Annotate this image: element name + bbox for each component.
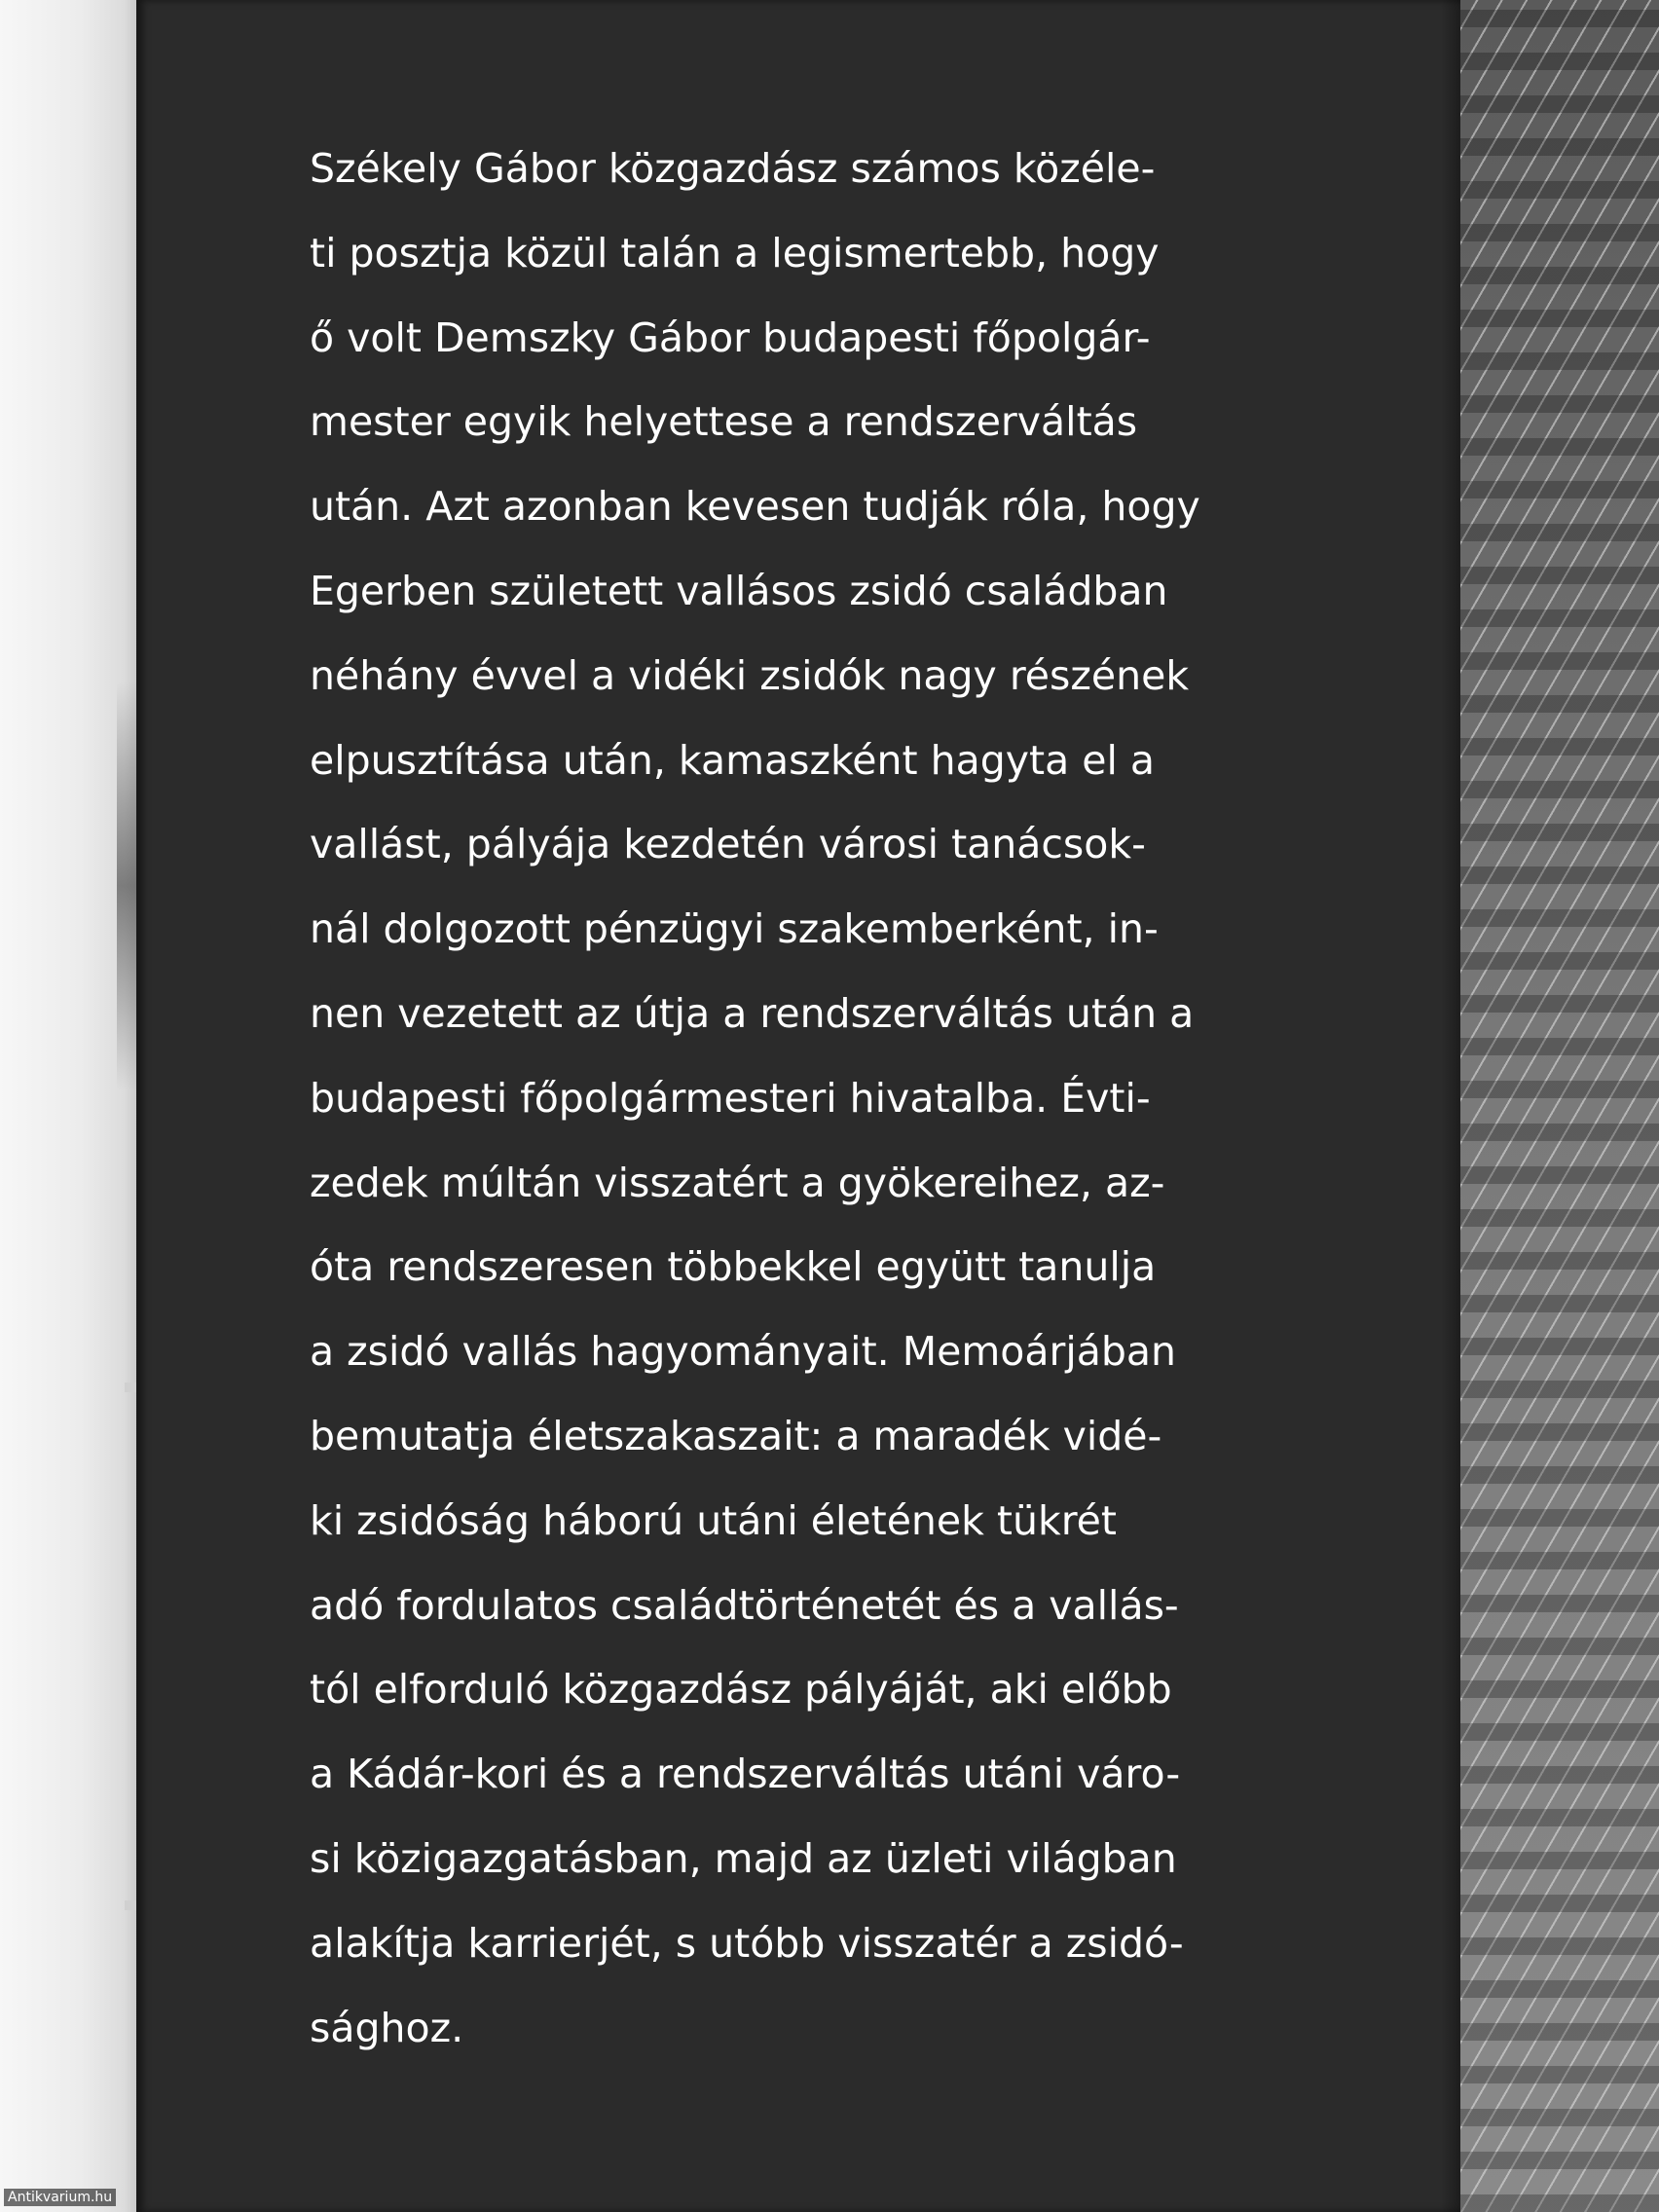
back-cover-blurb	[310, 127, 1312, 2070]
blurb-line: nen vezetett az útja a rendszerváltás után a	[310, 989, 1195, 1037]
blurb-line: bemutatja életszakaszait: a maradék vidé-	[310, 1412, 1162, 1459]
blurb-line: zedek múltán visszatért a gyökereihez, az-	[310, 1159, 1165, 1206]
blurb-line: budapesti főpolgármesteri hivatalba. Évti-	[310, 1074, 1151, 1122]
blurb-line: ki zsidóság háború utáni életének tükrét	[310, 1496, 1117, 1544]
blurb-line: óta rendszeresen többekkel együtt tanulja	[310, 1243, 1157, 1291]
blurb-line: alakítja karrierjét, s utóbb visszatér a zsidó-	[310, 1919, 1184, 1967]
blurb-line: si közigazgatásban, majd az üzleti világban	[310, 1834, 1177, 1882]
blurb-line: ti posztja közül talán a legismertebb, hogy	[310, 229, 1160, 276]
blurb-line: tól elforduló közgazdász pályáját, aki előbb	[310, 1666, 1172, 1714]
blurb-line: vallást, pályája kezdetén városi tanácsok-	[310, 821, 1146, 868]
patterned-endpaper-overlay	[1460, 0, 1659, 2212]
blurb-line: után. Azt azonban kevesen tudják róla, hogy	[310, 483, 1200, 531]
blurb-line: elpusztítása után, kamaszként hagyta el a	[310, 736, 1156, 784]
watermark: Antikvarium.hu	[4, 2189, 116, 2206]
blurb-line: a Kádár-kori és a rendszerváltás utáni váro-	[310, 1751, 1181, 1798]
blurb-line: ő volt Demszky Gábor budapesti főpolgár-	[310, 313, 1151, 361]
blurb-line: néhány évvel a vidéki zsidók nagy részének	[310, 651, 1190, 699]
blurb-line: Székely Gábor közgazdász számos közéle-	[310, 145, 1156, 192]
blurb-line: Egerben született vallásos zsidó családban	[310, 567, 1168, 614]
blurb-line: a zsidó vallás hagyományait. Memoárjában	[310, 1328, 1176, 1376]
blurb-line: mester egyik helyettese a rendszerváltás	[310, 398, 1138, 446]
blurb-line: nál dolgozott pénzügyi szakemberként, in-	[310, 905, 1159, 953]
page-edge-strip	[0, 0, 146, 2212]
blurb-line: sághoz.	[310, 2004, 464, 2051]
blurb-line: adó fordulatos családtörténetét és a vallás-	[310, 1581, 1179, 1629]
